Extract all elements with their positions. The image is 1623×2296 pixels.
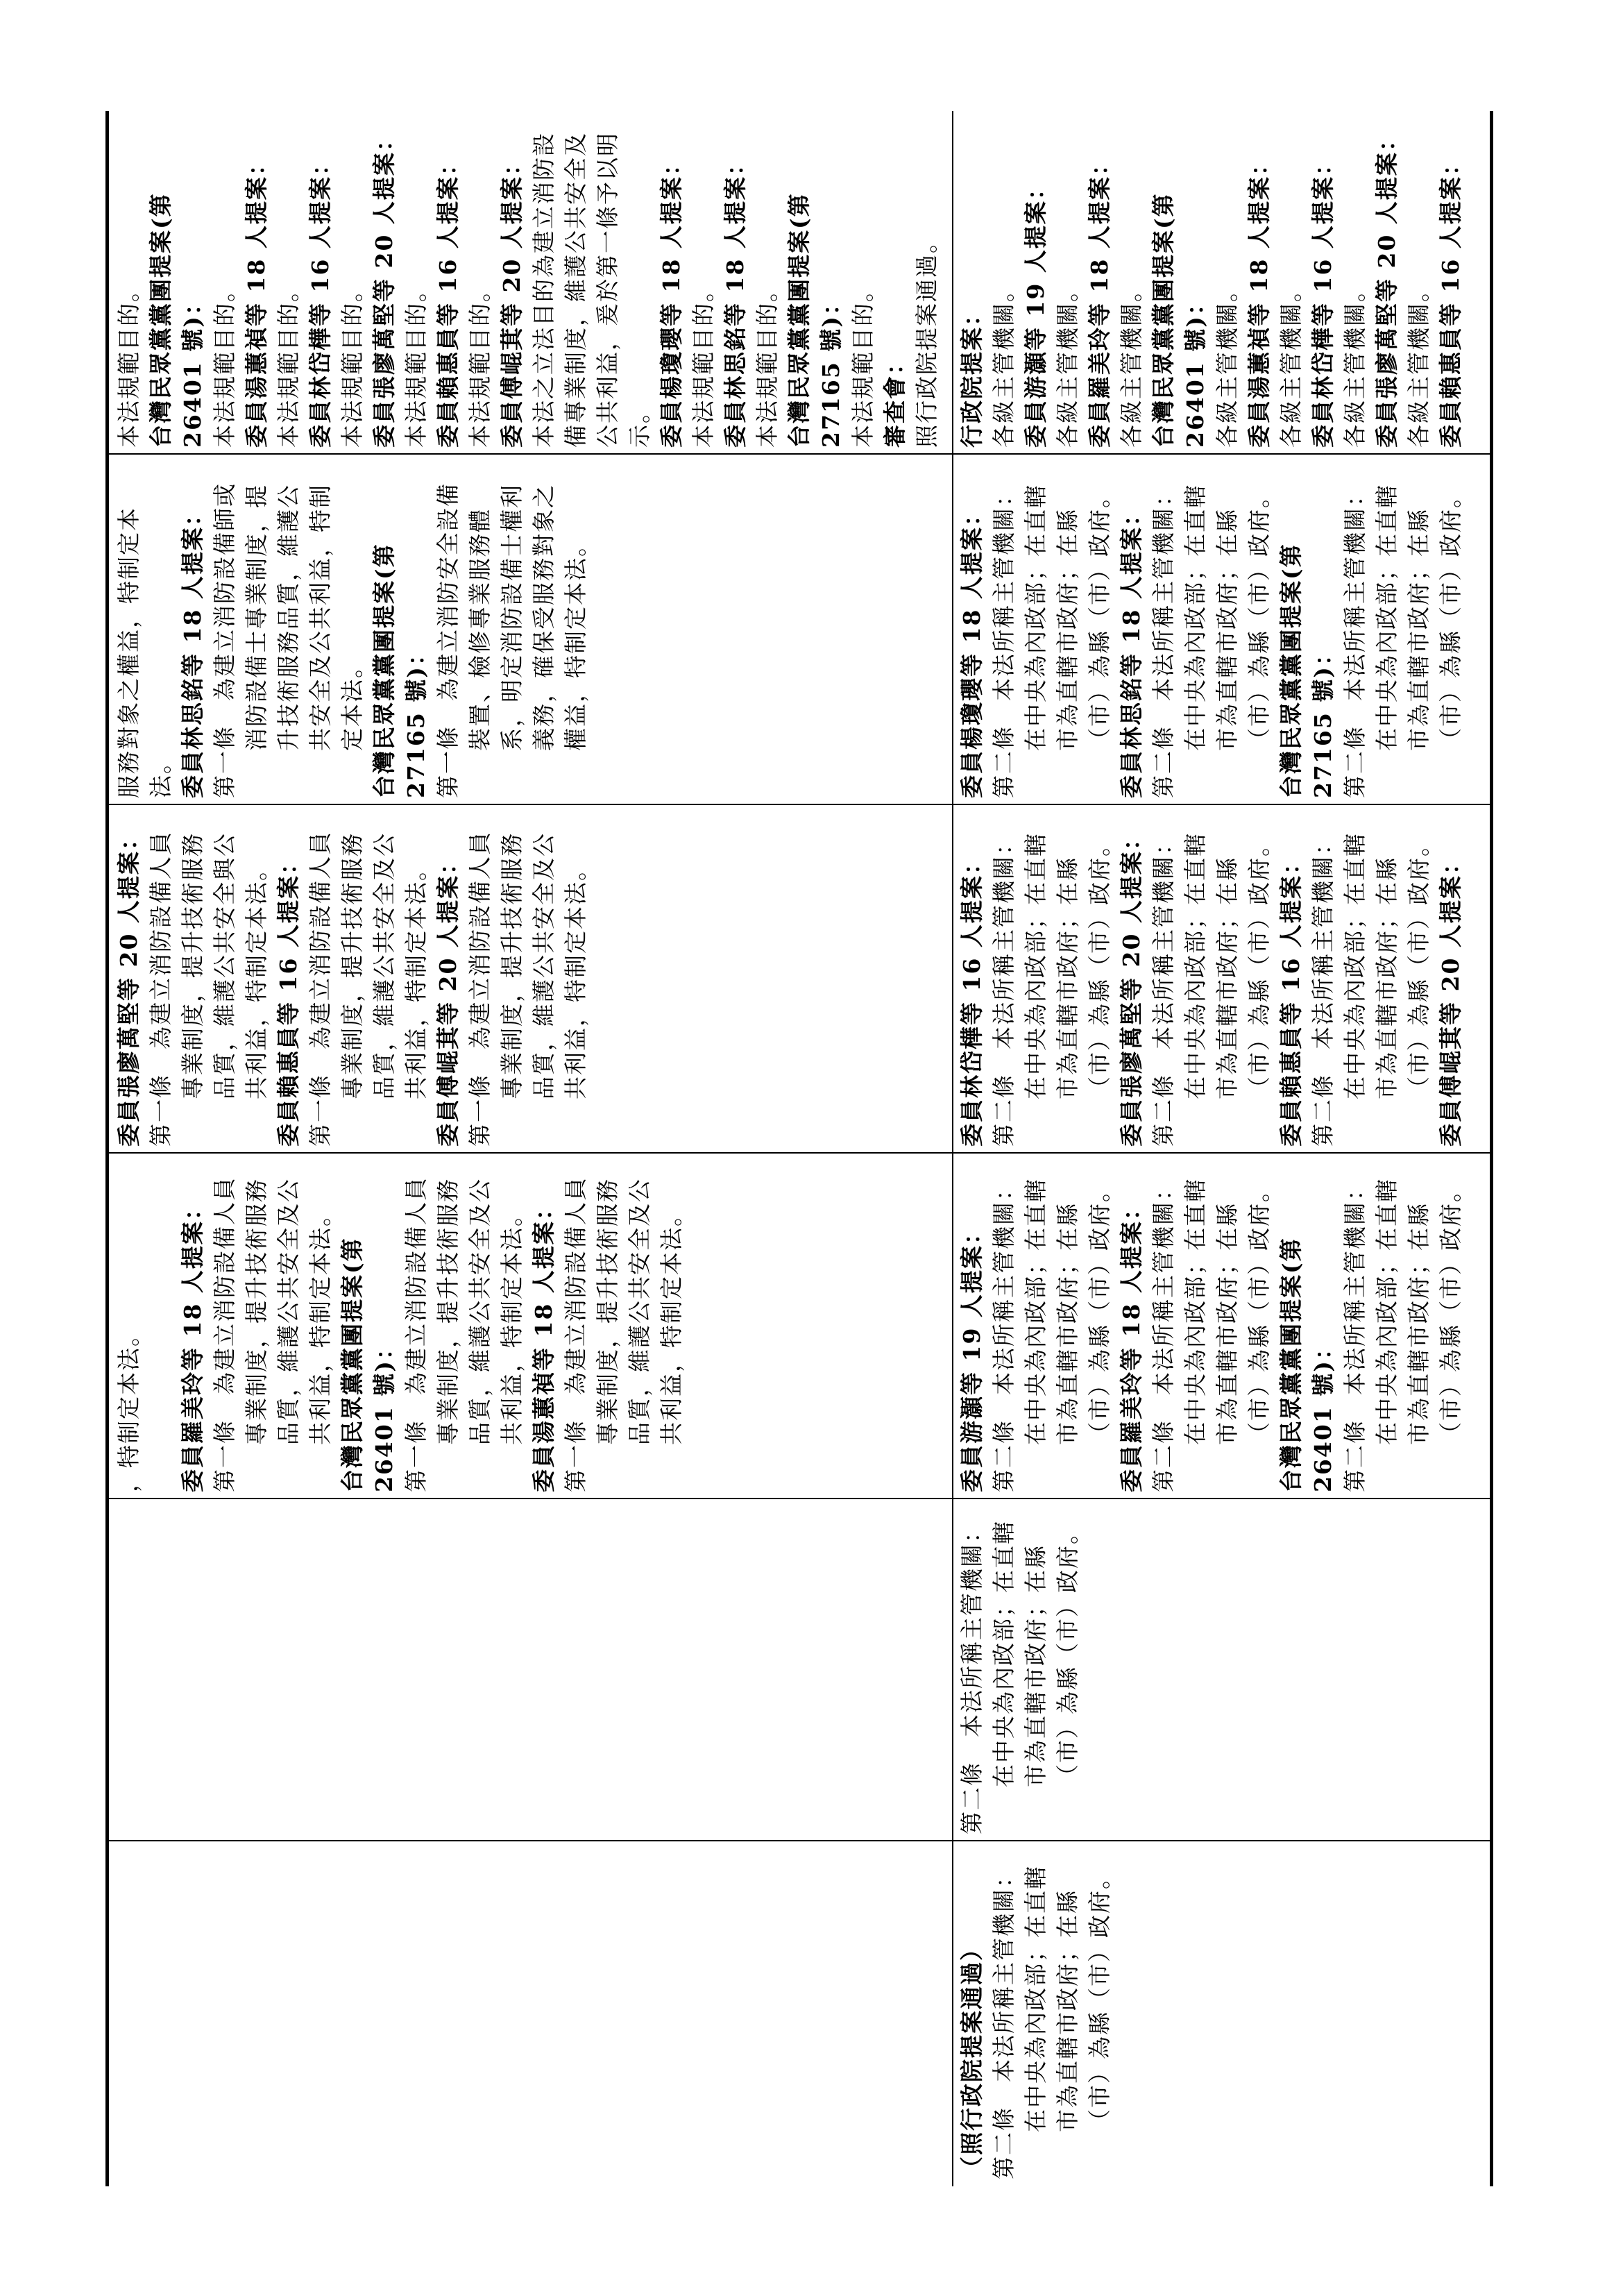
body-text: 服務對象之權益，特制定本法。 [115,507,174,798]
body-text: 各級主管機關。 [1214,278,1241,448]
proposer-heading: 委員楊瓊瓔等 18 人提案： [958,502,985,798]
article-text: 第一條 為建立消防設備人員專業制度，提升技術服務品質，維護公共安全及公共利益，特制定本法。 [307,831,430,1147]
article-text: 第二條 本法所稱主管機關：在中央為內政部；在直轄市為直轄市政府；在縣（市）為縣（市）政府。 [1150,831,1273,1147]
body-text: ，特制定本法。 [115,1322,142,1492]
body-text [145,1160,177,1492]
article-text: 第一條 為建立消防設備人員專業制度，提升技術服務品質，維護公共安全及公共利益，特制定本法。 [562,1176,685,1492]
proposer-heading: 委員湯蕙禎等 18 人提案： [243,151,270,448]
article-text: 第二條 本法所稱主管機關：在中央為內政部；在直轄市為直轄市政府；在縣（市）為縣（市）政府。 [1341,482,1464,798]
proposer-heading: 委員張廖萬堅等 20 人提案： [115,826,142,1147]
proposer-heading: 委員張廖萬堅等 20 人提案： [371,127,398,448]
body-text: 各級主管機關。 [1277,278,1305,448]
cell-r2-proposal-a [952,1154,1490,1499]
proposer-heading: 台灣民眾黨黨團提案(第 27165 號)： [1277,543,1336,798]
article-text: 第一條 為建立消防設備人員專業制度，提升技術服務品質，維護公共安全與公共利益，特制定本法。 [147,831,270,1147]
proposer-heading: 台灣民眾黨黨團提案(第 27165 號)： [371,543,430,798]
proposer-heading: 委員張廖萬堅等 20 人提案： [1118,826,1145,1147]
article-text: 第一條 為建立消防設備師或消防設備士專業制度，提升技術服務品質，維護公共安全及公共利益，特制定本法。 [211,482,366,798]
proposer-heading: 委員林岱樺等 16 人提案： [307,151,334,448]
article-text: 第二條 本法所稱主管機關：在中央為內政部；在直轄市為直轄市政府；在縣（市）為縣（市）政府。 [958,1519,1081,1834]
body-text: 本法規範目的。 [115,278,142,448]
proposer-heading: 審查會： [881,351,908,448]
proposer-heading: 台灣民眾黨黨團提案(第 27165 號)： [785,192,844,448]
proposer-heading: 委員林岱樺等 16 人提案： [1309,151,1336,448]
proposer-heading: 委員賴惠員等 16 人提案： [1437,151,1464,448]
proposer-heading: 委員林思銘等 18 人提案： [179,502,206,798]
article-text: 第一條 為建立消防設備人員專業制度，提升技術服務品質，維護公共安全及公共利益，特制定本法。 [211,1176,334,1492]
proposer-heading: 委員湯蕙禎等 18 人提案： [1246,151,1273,448]
body-text: 各級主管機關。 [1341,278,1368,448]
cell-r1-review-text [109,1841,952,2186]
proposer-heading: 委員傅崐萁等 20 人提案： [1437,850,1464,1147]
body-text: 本法規範目的。 [849,278,876,448]
proposer-heading: 委員楊瓊瓔等 18 人提案： [658,151,685,448]
cell-r2-proposal-b [952,805,1490,1154]
cell-r2-executive-text [952,1499,1490,1841]
article-text: 第一條 為建立消防設備人員專業制度，提升技術服務品質，維護公共安全及公共利益，特制定本法。 [402,1176,525,1492]
proposer-heading: （照行政院提案通過） [958,1936,985,2179]
article-text: 第二條 本法所稱主管機關：在中央為內政部；在直轄市為直轄市政府；在縣（市）為縣（市）政府。 [1309,831,1432,1147]
cell-r1-explanation [109,111,952,455]
article-text: 第二條 本法所稱主管機關：在中央為內政部；在直轄市為直轄市政府；在縣（市）為縣（市）政府。 [990,831,1113,1147]
proposer-heading: 委員林思銘等 18 人提案： [1118,502,1145,798]
body-text: 本法規範目的。 [690,278,717,448]
cell-r2-proposal-c [952,455,1490,805]
proposer-heading: 委員游灝等 19 人提案： [958,1220,985,1492]
article-text: 第二條 本法所稱主管機關：在中央為內政部；在直轄市為直轄市政府；在縣（市）為縣（市）政府。 [1341,1176,1464,1492]
body-text: 本法規範目的。 [466,278,493,448]
cell-r1-proposal-a [109,1154,952,1499]
proposer-heading: 委員賴惠員等 16 人提案： [1277,850,1305,1147]
comparison-table [105,111,1493,2186]
body-text: 本法規範目的。 [211,278,238,448]
article-text: 第一條 為建立消防安全設備裝置、檢修專業服務體系，明定消防設備士權利義務，確保受服務對象之權益，特制定本法。 [434,482,589,798]
proposer-heading: 委員羅美玲等 18 人提案： [1086,151,1113,448]
proposer-heading: 委員林岱樺等 16 人提案： [958,850,985,1147]
cell-r2-explanation [952,111,1490,455]
proposer-heading: 委員羅美玲等 18 人提案： [1118,1196,1145,1492]
cell-r1-executive-text [109,1499,952,1841]
cell-r2-review-text [952,1841,1490,2186]
proposer-heading: 台灣民眾黨黨團提案(第 26401 號)： [1277,1237,1336,1492]
proposer-heading: 委員傅崐萁等 20 人提案： [498,151,525,448]
body-text: 各級主管機關。 [1054,278,1081,448]
proposer-heading: 委員羅美玲等 18 人提案： [179,1196,206,1492]
proposer-heading: 台灣民眾黨黨團提案(第 26401 號)： [147,192,206,448]
body-text: 本法之立法目的為建立消防設備專業制度，維護公共安全及公共利益，爰於第一條予以明示。 [530,132,653,448]
proposer-heading: 委員張廖萬堅等 20 人提案： [1373,127,1400,448]
body-text: 各級主管機關。 [1118,278,1145,448]
cell-r1-proposal-c [109,455,952,805]
article-text: 第二條 本法所稱主管機關：在中央為內政部；在直轄市為直轄市政府；在縣（市）為縣（市）政府。 [990,1176,1113,1492]
article-text: 第二條 本法所稱主管機關：在中央為內政部；在直轄市為直轄市政府；在縣（市）為縣（市）政府。 [1150,482,1273,798]
article-text: 第二條 本法所稱主管機關：在中央為內政部；在直轄市為直轄市政府；在縣（市）為縣（市）政府。 [990,482,1113,798]
body-text: 各級主管機關。 [1405,278,1432,448]
proposer-heading: 委員賴惠員等 16 人提案： [434,151,461,448]
article-text: 第二條 本法所稱主管機關：在中央為內政部；在直轄市為直轄市政府；在縣（市）為縣（市）政府。 [1150,1176,1273,1492]
cell-r1-proposal-b [109,805,952,1154]
body-text: 本法規範目的。 [402,278,430,448]
proposer-heading: 委員游灝等 19 人提案： [1022,176,1049,448]
proposer-heading: 委員湯蕙禎等 18 人提案： [530,1196,557,1492]
proposer-heading: 行政院提案： [958,302,985,448]
proposer-heading: 台灣民眾黨黨團提案(第 26401 號)： [1150,192,1209,448]
proposer-heading: 台灣民眾黨黨團提案(第 26401 號)： [339,1237,398,1492]
article-text: 第二條 本法所稱主管機關：在中央為內政部；在直轄市為直轄市政府；在縣（市）為縣（市）政府。 [990,1864,1113,2179]
proposer-heading: 委員林思銘等 18 人提案： [722,151,749,448]
body-text: 各級主管機關。 [990,278,1017,448]
body-text: 照行政院提案通過。 [913,229,940,448]
article-text: 第一條 為建立消防設備人員專業制度，提升技術服務品質，維護公共安全及公共利益，特制定本法。 [466,831,589,1147]
body-text: 本法規範目的。 [339,278,366,448]
body-text: 本法規範目的。 [754,278,781,448]
proposer-heading: 委員傅崐萁等 20 人提案： [434,850,461,1147]
body-text: 本法規範目的。 [275,278,302,448]
proposer-heading: 委員賴惠員等 16 人提案： [275,850,302,1147]
